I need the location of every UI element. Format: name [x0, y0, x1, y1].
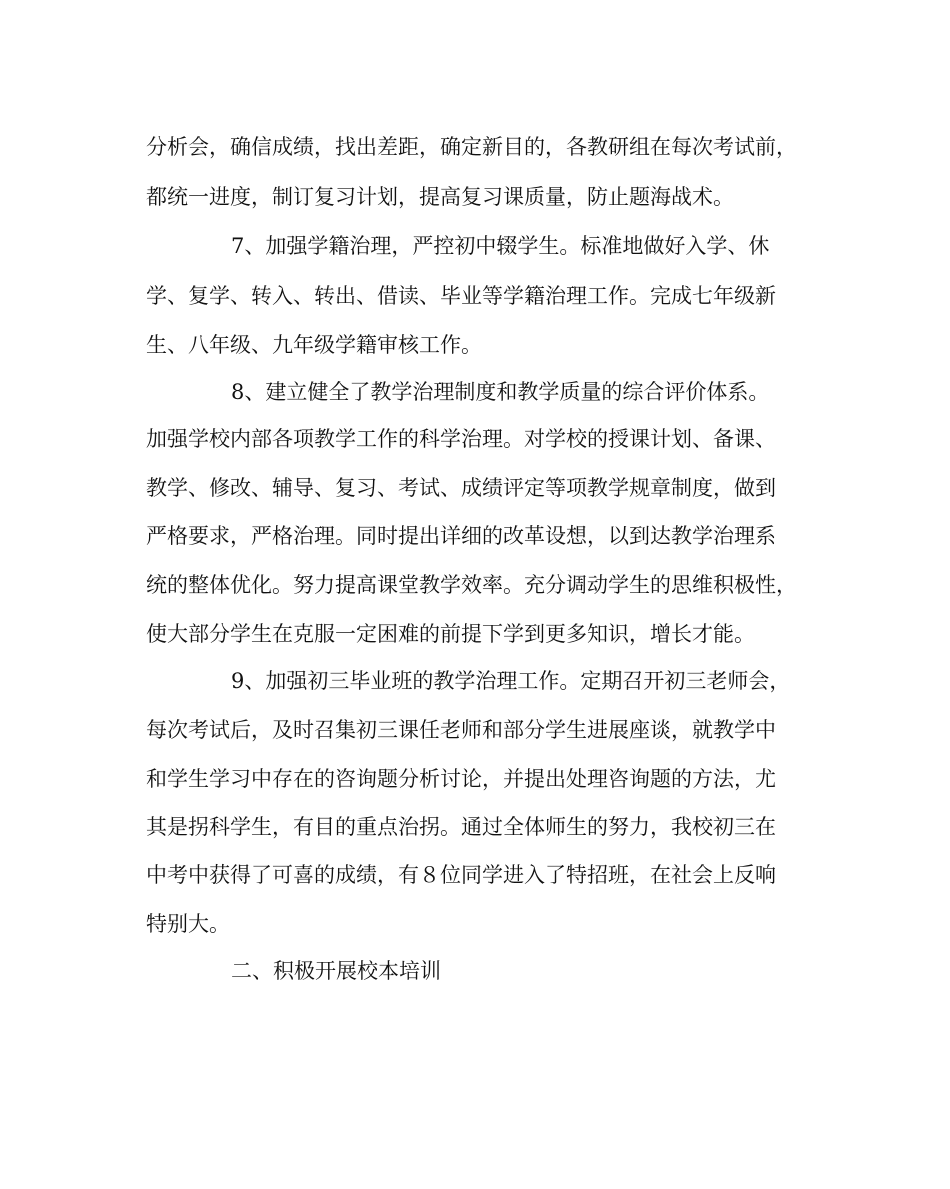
- text-line: 加强学校内部各项教学工作的科学治理。对学校的授课计划、备课、: [146, 427, 776, 451]
- text-line: 中考中获得了可喜的成绩，有８位同学进入了特招班，在社会上反响: [146, 863, 776, 887]
- text-line: 和学生学习中存在的咨询题分析讨论，并提出处理咨询题的方法，尤: [146, 767, 776, 791]
- section-heading: 二、积极开展校本培训: [231, 959, 441, 983]
- text-line: 特别大。: [146, 912, 230, 936]
- paragraph-9-start: 9、加强初三毕业班的教学治理工作。定期召开初三老师会，: [231, 669, 791, 693]
- text-line: 使大部分学生在克服一定困难的前提下学到更多知识，增长才能。: [146, 622, 755, 646]
- paragraph-7-start: 7、加强学籍治理，严控初中辍学生。标准地做好入学、休: [231, 234, 770, 258]
- text-line: 分析会，确信成绩，找出差距，确定新目的，各教研组在每次考试前，: [146, 135, 797, 159]
- text-line: 教学、修改、辅导、复习、考试、成绩评定等项教学规章制度，做到: [146, 476, 776, 500]
- text-line: 其是拐科学生，有目的重点治拐。通过全体师生的努力，我校初三在: [146, 815, 776, 839]
- text-line: 严格要求，严格治理。同时提出详细的改革设想，以到达教学治理系: [146, 524, 776, 548]
- text-line: 生、八年级、九年级学籍审核工作。: [146, 333, 482, 357]
- text-line: 都统一进度，制订复习计划，提高复习课质量，防止题海战术。: [146, 185, 734, 209]
- text-line: 统的整体优化。努力提高课堂教学效率。充分调动学生的思维积极性，: [146, 573, 797, 597]
- text-line: 每次考试后，及时召集初三课任老师和部分学生进展座谈，就教学中: [146, 718, 776, 742]
- paragraph-8-start: 8、建立健全了教学治理制度和教学质量的综合评价体系。: [231, 380, 770, 404]
- text-line: 学、复学、转入、转出、借读、毕业等学籍治理工作。完成七年级新: [146, 284, 776, 308]
